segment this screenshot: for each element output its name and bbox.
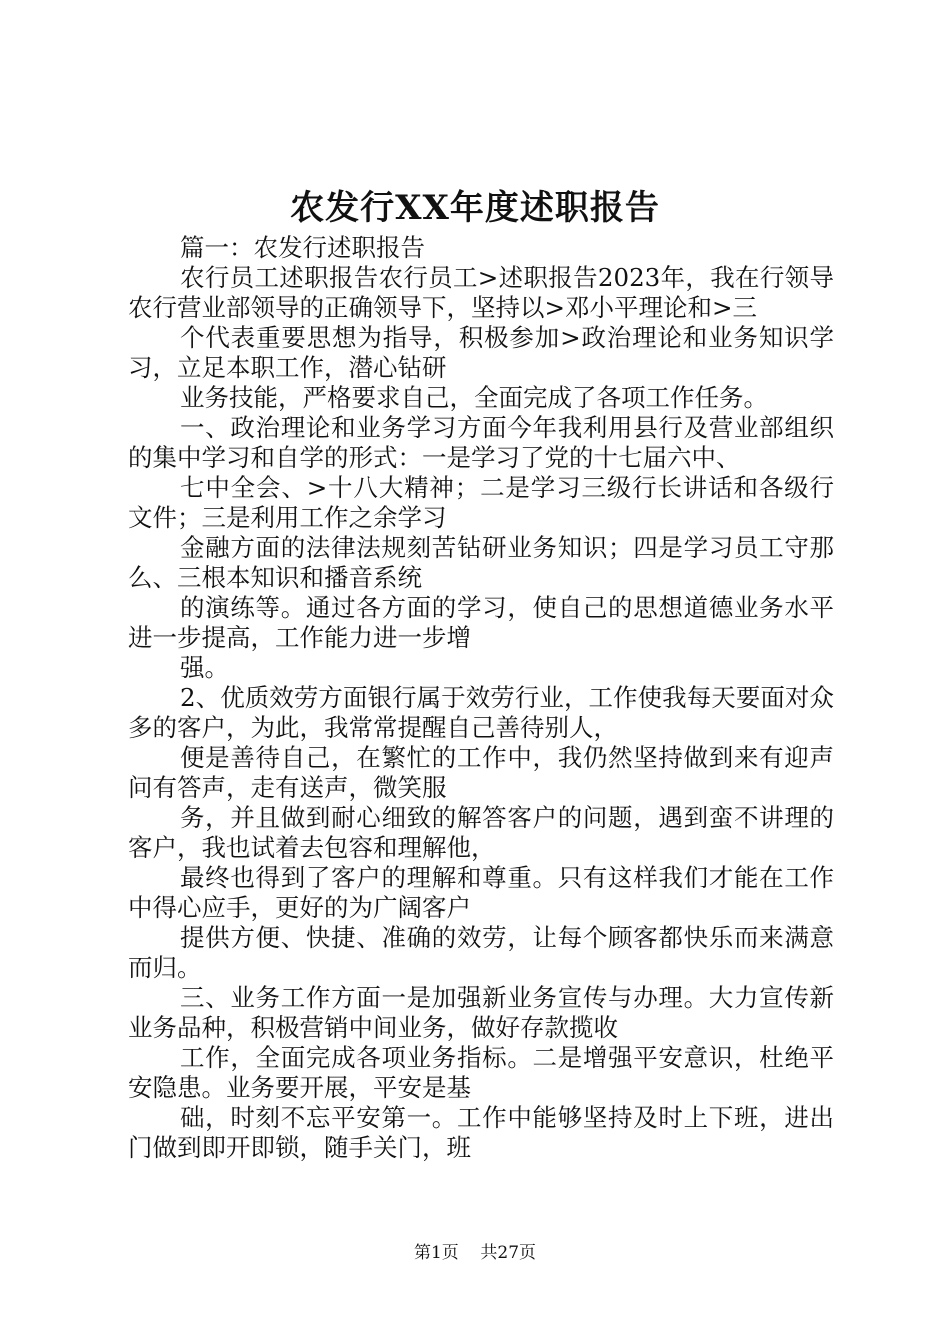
footer-spacer	[464, 1243, 475, 1263]
paragraph: 便是善待自己，在繁忙的工作中，我仍然坚持做到来有迎声问有答声，走有送声，微笑服	[128, 743, 834, 802]
paragraph: 强。	[180, 653, 229, 682]
page-footer	[0, 1240, 950, 1266]
paragraph: 一、政治理论和业务学习方面今年我利用县行及营业部组织的集中学习和自学的形式：一是学习了党的十七届六中、	[128, 413, 834, 472]
paragraph: 三、业务工作方面一是加强新业务宣传与办理。大力宣传新业务品种，积极营销中间业务，做好存款揽收	[128, 983, 834, 1042]
paragraph: 金融方面的法律法规刻苦钻研业务知识；四是学习员工守那么、三根本知识和播音系统	[128, 533, 834, 592]
paragraph: 业务技能，严格要求自己，全面完成了各项工作任务。	[180, 383, 768, 412]
document-title: 农发行XX年度述职报告	[290, 188, 660, 228]
paragraph: 2、优质效劳方面银行属于效劳行业，工作使我每天要面对众多的客户，为此，我常常提醒自己善待别人，	[128, 683, 834, 742]
paragraph: 农行员工述职报告农行员工>述职报告2023年，我在行领导农行营业部领导的正确领导下，坚持以>邓小平理论和>三	[128, 263, 834, 322]
paragraph: 篇一：农发行述职报告	[180, 233, 425, 262]
page-total: 共27页	[480, 1243, 537, 1263]
paragraph: 最终也得到了客户的理解和尊重。只有这样我们才能在工作中得心应手，更好的为广阔客户	[128, 863, 834, 922]
paragraph: 七中全会、>十八大精神；二是学习三级行长讲话和各级行文件；三是利用工作之余学习	[128, 473, 834, 532]
page-number: 第1页	[413, 1243, 459, 1263]
paragraph: 提供方便、快捷、准确的效劳，让每个顾客都快乐而来满意而归。	[128, 923, 834, 982]
paragraph: 务，并且做到耐心细致的解答客户的问题，遇到蛮不讲理的客户，我也试着去包容和理解他，	[128, 803, 834, 862]
paragraph: 的演练等。通过各方面的学习，使自己的思想道德业务水平进一步提高，工作能力进一步增	[128, 593, 834, 652]
paragraph: 础，时刻不忘平安第一。工作中能够坚持及时上下班，进出门做到即开即锁，随手关门，班	[128, 1103, 834, 1162]
paragraph: 个代表重要思想为指导，积极参加>政治理论和业务知识学习，立足本职工作，潜心钻研	[128, 323, 834, 382]
paragraph: 工作，全面完成各项业务指标。二是增强平安意识，杜绝平安隐患。业务要开展，平安是基	[128, 1043, 834, 1102]
document-body	[128, 233, 834, 1163]
